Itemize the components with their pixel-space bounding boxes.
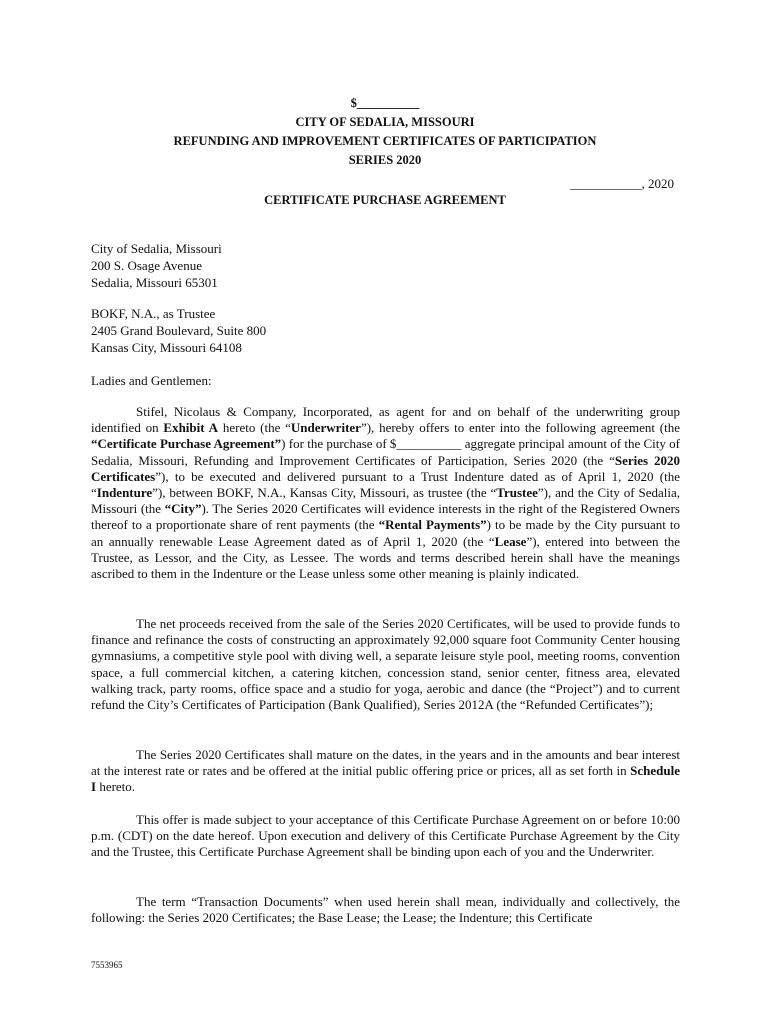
paragraph-offer [91, 404, 680, 582]
paragraph-text: hereto. [96, 779, 136, 795]
paragraph-text: Stifel, Nicolaus & Company, Incorporated, as agent for and on behalf of the underwriting group identified on [91, 404, 680, 436]
document-id: 7553965 [91, 960, 123, 970]
defined-term: “Rental Payments” [378, 517, 487, 533]
agreement-title: CERTIFICATE PURCHASE AGREEMENT [264, 193, 506, 207]
address-line: City of Sedalia, Missouri [91, 241, 222, 256]
address-line: Sedalia, Missouri 65301 [91, 275, 218, 290]
defined-term: Schedule I [91, 763, 680, 795]
issuer-name: CITY OF SEDALIA, MISSOURI [295, 115, 475, 129]
paragraph-transaction-documents: The term “Transaction Documents” when used herein shall mean, individually and collectively, the following: the Series 2020 Certificates; the Base Lease; the Lease; the Indenture; this Certificate [91, 894, 680, 926]
salutation: Ladies and Gentlemen: [91, 373, 212, 388]
address-line: BOKF, N.A., as Trustee [91, 306, 216, 321]
certificates-title: REFUNDING AND IMPROVEMENT CERTIFICATES OF PARTICIPATION [173, 134, 597, 148]
paragraph-text: ”), between BOKF, N.A., Kansas City, Missouri, as trustee (the “ [152, 485, 497, 501]
series-label: SERIES 2020 [348, 153, 422, 167]
paragraph-text: ”), to be executed and delivered pursuant to a Trust Indenture dated as of April 1, 2020 (the “ [91, 468, 680, 501]
defined-term: Lease [494, 533, 527, 549]
defined-term: Series 2020 Certificates [91, 452, 680, 484]
document-header [0, 94, 770, 170]
defined-term: Underwriter [290, 420, 361, 436]
defined-term: “City” [164, 501, 202, 517]
paragraph-text: The Series 2020 Certificates shall mature on the dates, in the years and in the amounts and bear interest at the interest rate or rates and be offered at the initial public offering price or prices, all as set forth in [91, 747, 680, 779]
paragraph-text: ”), entered into between the Trustee, as Lessor, and the City, as Lessee. The words and terms described herein shall have the meanings ascribed to them in the Indenture or the Lease unless some other meaning is plainly indicated. [91, 533, 681, 582]
paragraph-text: ) to be made by the City pursuant to an annually renewable Lease Agreement dated as of April 1, 2020 (the “ [91, 517, 680, 549]
paragraph-text: ). The Series 2020 Certificates will evidence interests in the right of the Registered Owners thereof to a proportionate share of rent payments (the [91, 501, 680, 533]
paragraph-text: ”), hereby offers to enter into the following agreement (the [360, 420, 680, 436]
defined-term: “Certificate Purchase Agreement” [91, 436, 282, 452]
defined-term: Trustee [496, 485, 538, 501]
amount-line: $__________ [350, 96, 420, 110]
date-line: ___________, 2020 [570, 176, 674, 191]
paragraph-maturity [91, 747, 680, 796]
paragraph-proceeds: The net proceeds received from the sale of the Series 2020 Certificates, will be used to provide funds to finance and refinance the costs of constructing an approximately 92,000 square foot Community Center housing gymnasiums, a competitive style pool with diving well, a separate leisure style pool, meeting rooms, convention space, a full commercial kitchen, a catering kitchen, concession stand, senior center, fitness area, elevated walking track, party rooms, office space and a studio for yoga, aerobic and dance (the “Project”) and to current refund the City’s Certificates of Participation (Bank Qualified), Series 2012A (the “Refunded Certificates”); [91, 616, 680, 713]
defined-term: Exhibit A [163, 420, 219, 436]
address-line: 2405 Grand Boulevard, Suite 800 [91, 323, 267, 338]
addressee-trustee [91, 305, 266, 356]
paragraph-text: ) for the purchase of $__________ aggregate principal amount of the City of Sedalia, Missouri, Refunding and Improvement Certificates of Participation, Series 2020 (the “ [91, 436, 680, 468]
addressee-city [91, 240, 222, 291]
address-line: 200 S. Osage Avenue [91, 258, 202, 273]
address-line: Kansas City, Missouri 64108 [91, 340, 242, 355]
paragraph-text: hereto (the “ [218, 420, 291, 436]
defined-term: Indenture [96, 485, 153, 501]
paragraph-text: ”), and the City of Sedalia, Missouri (the [91, 485, 680, 517]
paragraph-acceptance: This offer is made subject to your acceptance of this Certificate Purchase Agreement on or before 10:00 p.m. (CDT) on the date hereof. Upon execution and delivery of this Certificate Purchase Agreement by the City and the Trustee, this Certificate Purchase Agreement shall be binding upon each of you and the Underwriter. [91, 812, 680, 860]
